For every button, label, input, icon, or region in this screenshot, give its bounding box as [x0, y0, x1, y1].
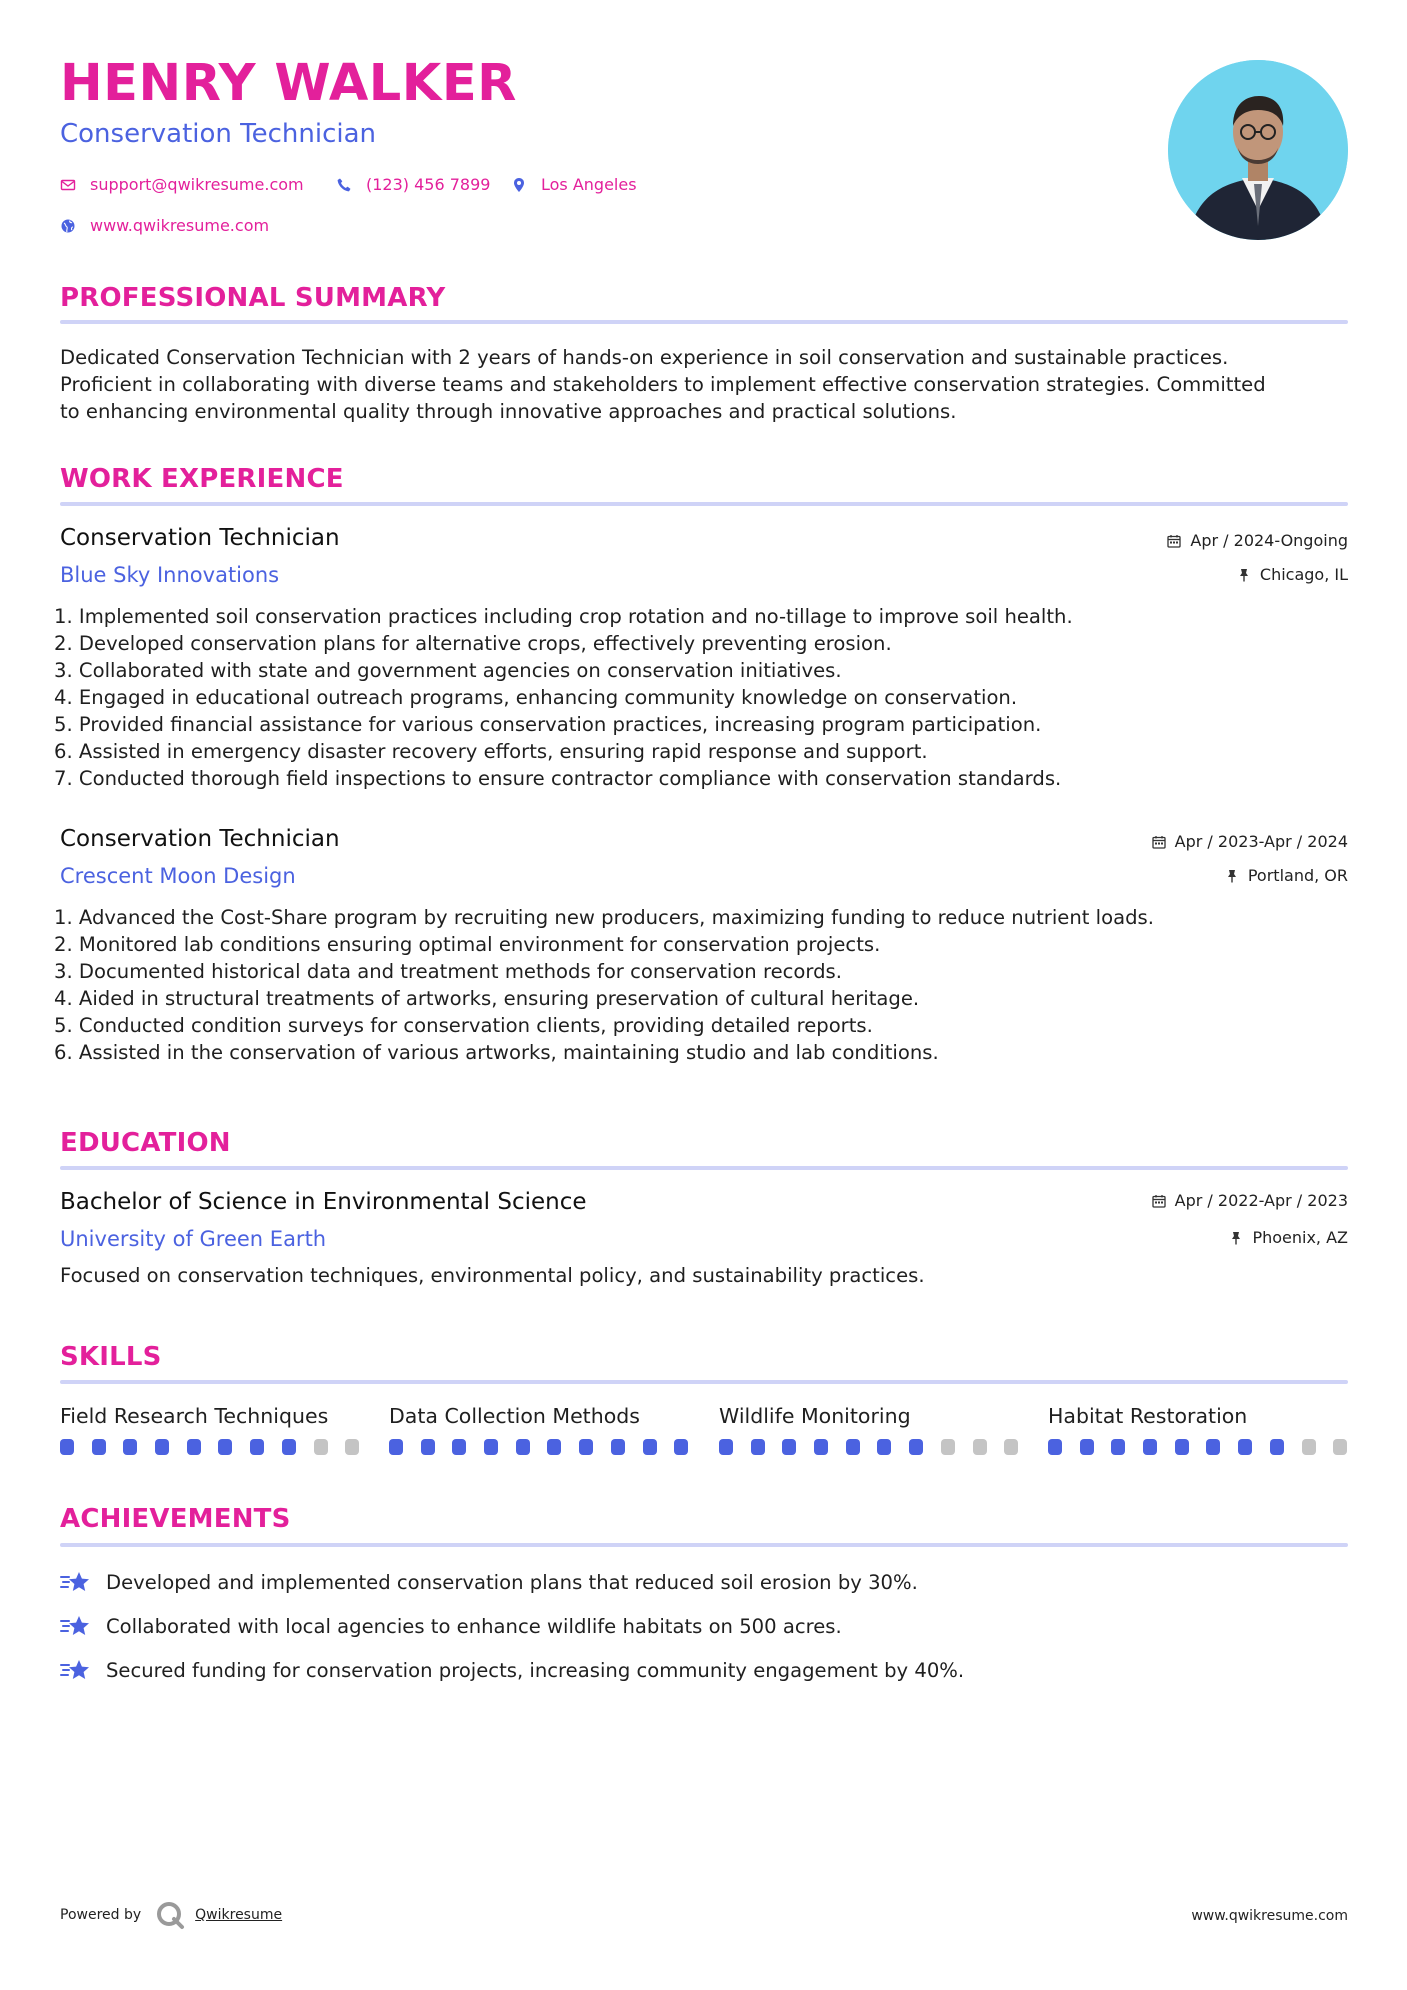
footer-powered-by: [60, 1900, 282, 1930]
skills-heading: SKILLS: [60, 1342, 162, 1372]
skill-dot-filled: [123, 1439, 137, 1455]
contact-email[interactable]: [60, 177, 304, 193]
skill-dot-filled: [846, 1439, 860, 1455]
skill-rating: [1048, 1439, 1365, 1455]
skill-name: Wildlife Monitoring: [719, 1404, 911, 1428]
job-bullet: 1. Advanced the Cost-Share program by recruiting new producers, maximizing funding to reduce nutrient loads.: [54, 906, 1154, 929]
skill-dot-filled: [516, 1439, 530, 1455]
qwikresume-logo-icon: [155, 1900, 185, 1930]
skill-dot-filled: [1080, 1439, 1094, 1455]
job-company: Crescent Moon Design: [60, 864, 296, 888]
job-location: [1225, 868, 1348, 884]
job-title: Conservation Technician: [60, 525, 340, 551]
footer-website[interactable]: www.qwikresume.com: [1191, 1908, 1348, 1924]
skill-rating: [389, 1439, 706, 1455]
skill-dot-empty: [1004, 1439, 1018, 1455]
summary-text: [60, 344, 1350, 425]
candidate-name: HENRY WALKER: [60, 54, 517, 113]
school-name: University of Green Earth: [60, 1227, 327, 1251]
skill-dot-filled: [92, 1439, 106, 1455]
job-bullet: 6. Assisted in the conservation of various artworks, maintaining studio and lab conditions.: [54, 1041, 939, 1064]
job-bullet: 2. Monitored lab conditions ensuring optimal environment for conservation projects.: [54, 933, 881, 956]
job-bullet: 4. Aided in structural treatments of artworks, ensuring preservation of cultural heritage.: [54, 987, 920, 1010]
skill-name: Habitat Restoration: [1048, 1404, 1248, 1428]
skill-dot-filled: [187, 1439, 201, 1455]
powered-by-label: Powered by: [60, 1907, 142, 1923]
skills-divider: [60, 1380, 1348, 1384]
job-bullet: 5. Conducted condition surveys for conservation clients, providing detailed reports.: [54, 1014, 873, 1037]
skill-dot-filled: [814, 1439, 828, 1455]
achievements-divider: [60, 1543, 1348, 1547]
skill-dot-filled: [1206, 1439, 1220, 1455]
candidate-role: Conservation Technician: [60, 119, 377, 149]
job-dates-text: Apr / 2024-Ongoing: [1190, 531, 1348, 550]
skill-item: [389, 1406, 640, 1427]
contact-location: [511, 177, 637, 193]
mail-icon: [60, 177, 76, 193]
achievement-item: [60, 1570, 918, 1596]
star-icon: [60, 1658, 92, 1684]
footer-brand-link[interactable]: Qwikresume: [195, 1907, 283, 1923]
skill-dot-filled: [250, 1439, 264, 1455]
skill-dot-filled: [1111, 1439, 1125, 1455]
skill-dot-filled: [751, 1439, 765, 1455]
job-dates: [1152, 834, 1348, 850]
globe-icon: [60, 218, 76, 234]
skill-dot-filled: [909, 1439, 923, 1455]
skill-dot-empty: [1333, 1439, 1347, 1455]
skill-dot-filled: [1048, 1439, 1062, 1455]
job-bullet: 2. Developed conservation plans for alternative crops, effectively preventing erosion.: [54, 632, 892, 655]
job-title: Conservation Technician: [60, 826, 340, 852]
star-icon: [60, 1614, 92, 1640]
skill-dot-empty: [973, 1439, 987, 1455]
skill-rating: [719, 1439, 1036, 1455]
summary-line: to enhancing environmental quality through innovative approaches and practical solutions.: [60, 400, 957, 423]
job-bullets: [54, 603, 1073, 792]
skill-dot-filled: [218, 1439, 232, 1455]
skill-dot-filled: [877, 1439, 891, 1455]
summary-line: Proficient in collaborating with diverse teams and stakeholders to implement effective conservation strategies. Committed: [60, 373, 1266, 396]
skill-dot-filled: [452, 1439, 466, 1455]
summary-line: Dedicated Conservation Technician with 2 years of hands-on experience in soil conservation and sustainable practices.: [60, 346, 1229, 369]
pushpin-icon: [1237, 568, 1251, 582]
achievement-item: [60, 1658, 964, 1684]
skill-item: [1048, 1406, 1247, 1427]
education-location-text: Phoenix, AZ: [1252, 1228, 1348, 1247]
skill-dot-empty: [314, 1439, 328, 1455]
contact-phone[interactable]: [336, 177, 490, 193]
location-text: Los Angeles: [541, 175, 637, 194]
website-text: www.qwikresume.com: [90, 216, 270, 235]
degree-title: Bachelor of Science in Environmental Science: [60, 1189, 587, 1215]
skill-dot-filled: [1175, 1439, 1189, 1455]
pushpin-icon: [1225, 869, 1239, 883]
pushpin-icon: [1229, 1231, 1243, 1245]
job-dates-text: Apr / 2023-Apr / 2024: [1174, 832, 1348, 851]
skill-dot-filled: [782, 1439, 796, 1455]
skill-dot-empty: [345, 1439, 359, 1455]
skill-dot-empty: [941, 1439, 955, 1455]
job-location: [1237, 567, 1348, 583]
calendar-icon: [1152, 1194, 1166, 1208]
achievement-text: Secured funding for conservation projects, increasing community engagement by 40%.: [106, 1659, 965, 1683]
job-bullet: 3. Documented historical data and treatment methods for conservation records.: [54, 960, 842, 983]
job-bullet: 5. Provided financial assistance for various conservation practices, increasing program participation.: [54, 713, 1042, 736]
calendar-icon: [1152, 835, 1166, 849]
education-dates: [1152, 1193, 1348, 1209]
achievement-text: Collaborated with local agencies to enhance wildlife habitats on 500 acres.: [106, 1615, 842, 1639]
skill-dot-filled: [579, 1439, 593, 1455]
skill-dot-filled: [611, 1439, 625, 1455]
education-heading: EDUCATION: [60, 1128, 231, 1158]
job-dates: [1167, 533, 1348, 549]
calendar-icon: [1167, 534, 1181, 548]
skill-dot-filled: [547, 1439, 561, 1455]
avatar-icon: [1168, 60, 1348, 240]
skill-dot-filled: [484, 1439, 498, 1455]
job-bullets: [54, 904, 1154, 1066]
job-company: Blue Sky Innovations: [60, 563, 280, 587]
star-icon: [60, 1570, 92, 1596]
skill-dot-filled: [60, 1439, 74, 1455]
skill-dot-filled: [1238, 1439, 1252, 1455]
skill-dot-filled: [389, 1439, 403, 1455]
achievements-heading: ACHIEVEMENTS: [60, 1504, 291, 1534]
skill-name: Field Research Techniques: [60, 1404, 329, 1428]
skill-item: [60, 1406, 328, 1427]
skill-item: [719, 1406, 911, 1427]
skill-dot-empty: [1302, 1439, 1316, 1455]
profile-photo: [1168, 60, 1348, 240]
skill-dot-filled: [282, 1439, 296, 1455]
skill-dot-filled: [1143, 1439, 1157, 1455]
skill-rating: [60, 1439, 377, 1455]
job-location-text: Chicago, IL: [1259, 565, 1348, 584]
achievement-text: Developed and implemented conservation plans that reduced soil erosion by 30%.: [106, 1571, 918, 1595]
education-location: [1229, 1230, 1348, 1246]
job-bullet: 7. Conducted thorough field inspections to ensure contractor compliance with conservation standards.: [54, 767, 1062, 790]
skill-dot-filled: [674, 1439, 688, 1455]
education-dates-text: Apr / 2022-Apr / 2023: [1174, 1191, 1348, 1210]
experience-divider: [60, 502, 1348, 506]
job-bullet: 1. Implemented soil conservation practices including crop rotation and no-tillage to improve soil health.: [54, 605, 1073, 628]
skill-dot-filled: [155, 1439, 169, 1455]
job-bullet: 6. Assisted in emergency disaster recovery efforts, ensuring rapid response and support.: [54, 740, 928, 763]
summary-divider: [60, 320, 1348, 324]
summary-heading: PROFESSIONAL SUMMARY: [60, 283, 446, 313]
skill-dot-filled: [643, 1439, 657, 1455]
job-bullet: 3. Collaborated with state and government agencies on conservation initiatives.: [54, 659, 842, 682]
skill-name: Data Collection Methods: [389, 1404, 640, 1428]
skill-dot-filled: [1270, 1439, 1284, 1455]
education-divider: [60, 1166, 1348, 1170]
experience-heading: WORK EXPERIENCE: [60, 464, 344, 494]
phone-text: (123) 456 7899: [366, 175, 491, 194]
skill-dot-filled: [719, 1439, 733, 1455]
map-pin-icon: [511, 177, 527, 193]
job-bullet: 4. Engaged in educational outreach programs, enhancing community knowledge on conservation.: [54, 686, 1018, 709]
education-description: Focused on conservation techniques, environmental policy, and sustainability practices.: [60, 1264, 925, 1287]
job-location-text: Portland, OR: [1247, 866, 1348, 885]
achievement-item: [60, 1614, 842, 1640]
email-text: support@qwikresume.com: [90, 175, 304, 194]
phone-icon: [336, 177, 352, 193]
contact-website[interactable]: [60, 218, 269, 234]
skill-dot-filled: [421, 1439, 435, 1455]
